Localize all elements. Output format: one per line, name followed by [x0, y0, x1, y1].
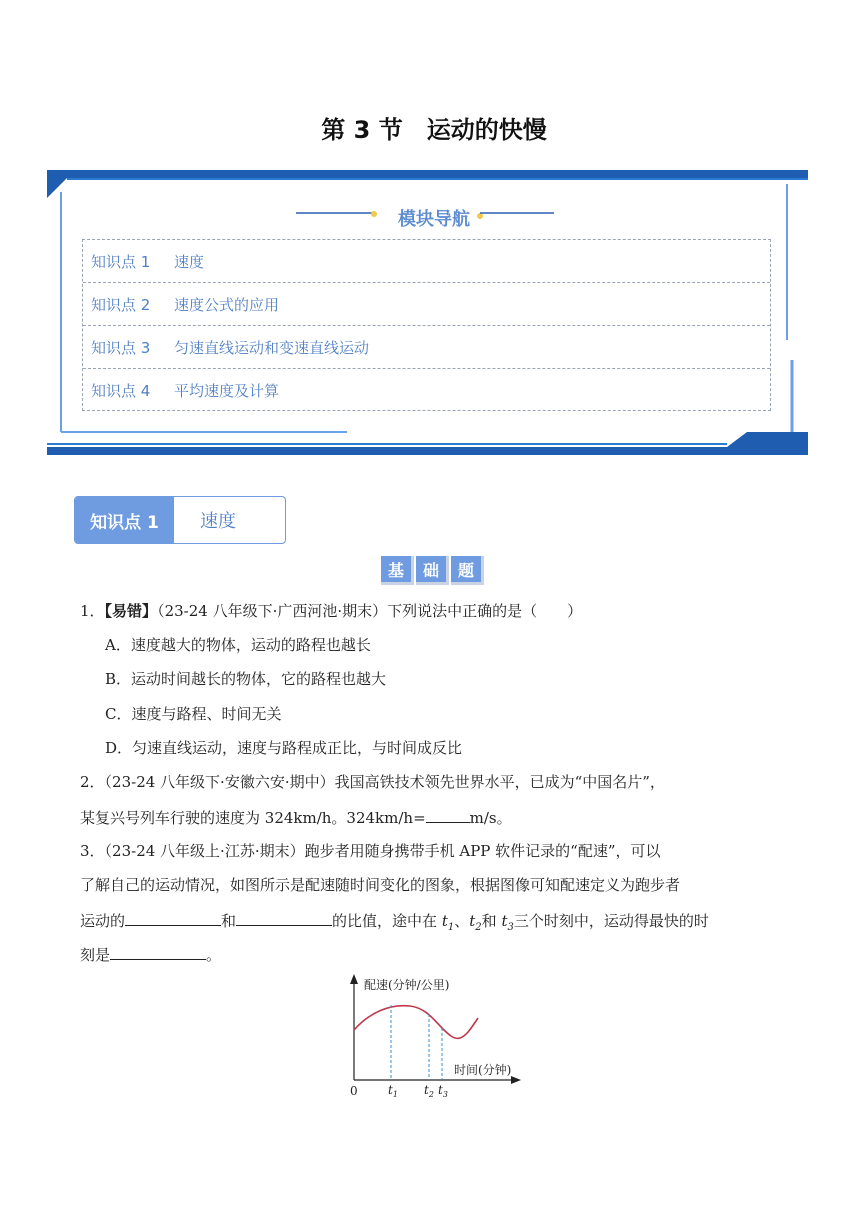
question-text: 运动的 — [80, 912, 126, 930]
question-tag: 【易错】 — [104, 602, 158, 620]
question-3-line4 — [80, 943, 221, 965]
x-axis-label: 时间(分钟) — [454, 1063, 512, 1077]
nav-item-key: 知识点 1 — [91, 252, 151, 271]
question-text: 和 — [221, 912, 237, 930]
conjunction: 和 — [481, 912, 497, 930]
pace-time-chart — [330, 972, 530, 1097]
nav-item-label: 平均速度及计算 — [174, 382, 280, 400]
origin-label: 0 — [350, 1084, 358, 1097]
page-title: 第 3 节 运动的快慢 — [321, 116, 547, 144]
t1-symbol: $t_1$ — [441, 912, 455, 933]
nav-item-4[interactable] — [83, 369, 770, 412]
question-text: 三个时刻中，运动得最快的时 — [513, 912, 709, 930]
nav-item-key: 知识点 4 — [91, 382, 151, 400]
y-axis-arrow — [350, 974, 358, 984]
y-axis-label: 配速(分钟/公里) — [364, 978, 450, 992]
question-text: （23-24 八年级上·江苏·期末）跑步者用随身携带手机 APP 软件记录的“配速”，可以 — [104, 842, 661, 860]
knowledge-point-tab — [74, 496, 286, 544]
nav-item-label: 匀速直线运动和变速直线运动 — [174, 338, 370, 357]
module-nav-title: 模块导航 — [398, 209, 470, 230]
question-3-line2: 了解自己的运动情况，如图所示是配速随时间变化的图象，根据图像可知配速定义为跑步者 — [80, 876, 681, 894]
option-c: C．速度与路程、时间无关 — [105, 705, 282, 723]
knowledge-point-name: 速度 — [200, 511, 236, 532]
option-a: A．速度越大的物体，运动的路程也越长 — [105, 636, 371, 654]
answer-blank[interactable] — [236, 909, 332, 926]
x-axis-arrow — [511, 1076, 521, 1084]
question-3-line3 — [80, 909, 709, 938]
answer-blank[interactable] — [110, 943, 206, 960]
t2-tick-label: $t_2$ — [424, 1083, 434, 1097]
nav-item-label: 速度 — [174, 252, 205, 271]
question-1-stem — [80, 601, 582, 621]
knowledge-point-label: 知识点 1 — [75, 497, 174, 543]
question-text: 的比值，途中在 — [332, 912, 438, 930]
t3-tick-label: $t_3$ — [438, 1083, 448, 1097]
badge-char: 基 — [381, 556, 414, 585]
nav-item-1[interactable] — [83, 240, 770, 283]
badge-char: 础 — [416, 556, 449, 585]
question-3-line1 — [80, 841, 661, 861]
question-text: （23-24 八年级下·广西河池·期末）下列说法中正确的是（ ） — [157, 602, 583, 620]
option-d: D．匀速直线运动，速度与路程成正比，与时间成反比 — [105, 739, 463, 757]
nav-item-label: 速度公式的应用 — [174, 295, 280, 314]
question-text: 刻是 — [80, 946, 111, 964]
answer-blank[interactable] — [426, 806, 470, 823]
question-text: 某复兴号列车行驶的速度为 324km/h。324km/h= — [80, 809, 426, 827]
pace-curve — [354, 1006, 478, 1039]
module-nav-list — [82, 239, 771, 411]
basic-questions-badge — [381, 556, 484, 585]
t1-tick-label: $t_1$ — [388, 1083, 398, 1097]
question-text: （23-24 八年级下·安徽六安·期中）我国高铁技术领先世界水平，已成为“中国名片”， — [104, 773, 665, 791]
badge-char: 题 — [451, 556, 484, 585]
question-number: 2． — [80, 773, 105, 791]
option-b: B．运动时间越长的物体，它的路程也越大 — [105, 670, 387, 688]
question-text: 。 — [206, 946, 222, 964]
separator: 、 — [454, 912, 470, 930]
answer-blank[interactable] — [125, 909, 221, 926]
t3-symbol: $t_3$ — [501, 912, 514, 933]
question-2-line1 — [80, 772, 665, 792]
question-2-line2 — [80, 806, 512, 828]
nav-item-key: 知识点 2 — [91, 295, 151, 314]
t2-symbol: $t_2$ — [469, 912, 482, 933]
nav-item-key: 知识点 3 — [91, 338, 151, 357]
question-number: 1． — [80, 602, 105, 620]
nav-item-2[interactable] — [83, 283, 770, 326]
question-text: m/s。 — [469, 809, 512, 827]
nav-item-3[interactable] — [83, 326, 770, 369]
question-number: 3． — [80, 842, 105, 860]
